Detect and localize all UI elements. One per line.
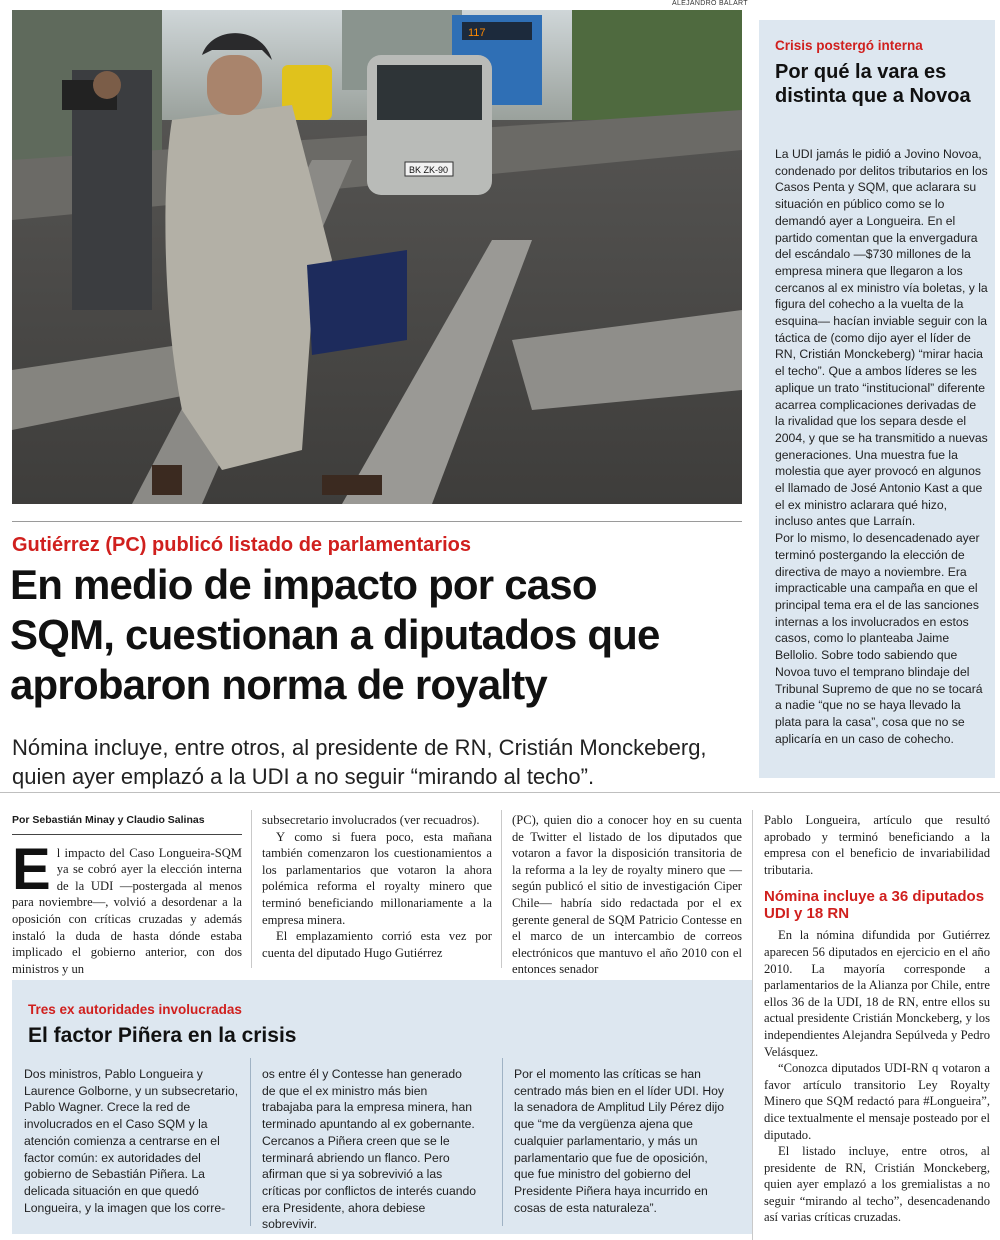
headline-line: aprobaron norma de royalty (10, 661, 547, 708)
box-title: El factor Piñera en la crisis (28, 1024, 297, 1047)
box-column-divider (502, 1058, 503, 1226)
article-paragraph: “Conozca diputados UDI-RN q votaron a favor artículo transitorio Ley Royalty Minero que SQM redactó para #Longueira”, dice textualmente el mensaje posteado por el diputado. (764, 1061, 990, 1142)
box-paragraph: Por el momento las críticas se han centrado más bien en el líder UDI. Hoy la senadora de Amplitud Lily Pérez dijo que “me da vergüenza ajena que cualquier parlamentario, y más un parlamentario que fue de oposición, que fue ministro del gobierno del Presidente Piñera haya incurrido en cosas de esta naturaleza”. (514, 1067, 725, 1215)
section-subhead: Nómina incluye a 36 diputados UDI y 18 RN (764, 888, 985, 923)
article-paragraph: El listado incluye, entre otros, al presidente de RN, Cristián Monckeberg, quien ayer emplazó a los gremialistas a no seguir “mirando al techo”, desencadenando así varias críticas cruzadas. (764, 1144, 990, 1225)
article-paragraph: (PC), quien dio a conocer hoy en su cuenta de Twitter el listado de los diputados que votaron a favor la disposición transitoria de la reforma a la ley de royalty minero que —según publicó el sitio de investigación Ciper Chile— habría sido redactada por el ex gerente general de SQM Patricio Contesse en el marco de un intercambio de correos electrónicos que mantuvo el año 2010 con el entonces senador (512, 813, 742, 977)
bus-number: 117 (468, 27, 486, 39)
info-box (12, 980, 752, 1234)
article-paragraph: subsecretario involucrados (ver recuadros). (262, 813, 480, 827)
box-paragraph: Dos ministros, Pablo Longueira y Laurence Golborne, y un subsecretario, Pablo Wagner. Crece la red de involucrados en el Caso SQM y la atención comienza a centrarse en el factor común: ex autoridades del gobierno de Sebastián Piñera. La delicada situación en que quedó Longueira, y la imagen que los corre- (24, 1067, 239, 1215)
sidebar-paragraph: La UDI jamás le pidió a Jovino Novoa, condenado por delitos tributarios en los Casos Penta y SQM, que aclarara su situación en público como se lo demandó ayer a Longueira. En el partido comentan que la envergadura del escándalo —$730 millones de la empresa minera que llegaron a los cercanos al ex ministro vía boletas, y la figura del cohecho a la vuelta de la esquina— hacían inviable seguir con la táctica de (como dijo ayer el líder de RN, Cristián Monckeberg) “mirar hacia el techo”. Que a ambos líderes se les aplique un trato “institucional” diferente acarrea complicaciones derivadas de la rivalidad que los separa desde el 2004, y que se ha transmitido a nuevas generaciones. Una muestra fue la molestia que ayer provocó en algunos el llamado de José Antonio Kast a que el ex ministro aclarara qué hizo, incluso antes que Larraín. (775, 147, 988, 529)
article-kicker: Gutiérrez (PC) publicó listado de parlamentarios (12, 534, 471, 556)
article-column-3 (512, 812, 742, 978)
section-divider (0, 792, 1000, 793)
box-kicker: Tres ex autoridades involucradas (28, 1002, 242, 1017)
sidebar-title: Por qué la vara es distinta que a Novoa (775, 61, 971, 107)
article-paragraph: En la nómina difundida por Gutiérrez aparecen 56 diputados en ejercicio en el año 2010. La mayoría corresponde a parlamentarios de la Alianza por Chile, entre ellos 36 de la UDI, 18 de RN, entre ellos su actual presidente Cristián Monckeberg, y los independientes Alejandra Sepúlveda y Pedro Velásquez. (764, 928, 990, 1059)
article-column-1 (12, 812, 242, 977)
sidebar-paragraph: Por lo mismo, lo desencadenado ayer terminó postergando la elección de directiva de mayo a noviembre. Era impracticable una campaña en que el principal tema era el de las sanciones internas a los involucrados en estos casos, como lo planteaba Jaime Bellolio. Sobre todo sabiendo que Novoa tuvo el temprano blindaje del Tribunal Supremo de que no se tocará a nadie “que no se haya llevado la plata para la casa”, cosa que no se aplicaría en un caso de cohecho. (775, 531, 983, 746)
article-column-4 (764, 812, 990, 1226)
article-column-2 (262, 812, 492, 961)
drop-cap: E (12, 836, 51, 902)
deck-line: Nómina incluye, entre otros, al presidente de RN, Cristián Monckeberg, (12, 735, 707, 760)
box-paragraph: Cercanos a Piñera creen que se le terminará abriendo un flanco. Pero afirman que si ya sobrevivió a las críticas por conflictos de interés cuando era Presidente, ahora debiese sobrevivir. (262, 1133, 477, 1232)
license-plate: BK ZK-90 (409, 165, 449, 175)
headline-line: SQM, cuestionan a diputados que (10, 611, 660, 658)
box-column-2 (262, 1066, 477, 1233)
article-paragraph: Pablo Longueira, artículo que resultó aprobado y terminó beneficiando a la empresa con el beneficio de invariabilidad tributaria. (764, 813, 990, 877)
box-column-1 (24, 1066, 239, 1216)
article-paragraph: l impacto del Caso Longueira-SQM ya se cobró ayer la elección interna de la UDI —postergada al menos para noviembre—, volvió a desordenar a la oposición con críticas cruzadas y además instaló la duda de hasta dónde estaba implicado el gobierno anterior, con dos ministros y un (12, 845, 242, 976)
column-divider (251, 810, 252, 968)
sidebar-box (759, 20, 995, 778)
column-divider (752, 810, 753, 1240)
box-paragraph: os entre él y Contesse han generado de que el ex ministro más bien trabajaba para la empresa minera, han terminado apuntando al ex gobernante. (262, 1067, 475, 1132)
article-paragraph: El emplazamiento corrió esta vez por cuenta del diputado Hugo Gutiérrez (262, 929, 492, 960)
deck-line: quien ayer emplazó a la UDI a no seguir “mirando al techo”. (12, 764, 595, 789)
column-divider (501, 810, 502, 968)
article-deck (12, 733, 747, 791)
sidebar-kicker: Crisis postergó interna (775, 38, 923, 53)
box-column-divider (250, 1058, 251, 1226)
article-headline (10, 560, 745, 710)
box-column-3 (514, 1066, 729, 1216)
headline-line: En medio de impacto por caso (10, 561, 597, 608)
sidebar-body (775, 146, 988, 747)
divider (12, 521, 742, 522)
news-photo (12, 10, 742, 504)
byline: Por Sebastián Minay y Claudio Salinas (12, 812, 242, 835)
article-paragraph: Y como si fuera poco, esta mañana también comenzaron los cuestionamientos a los parlamentarios que votaron la ahora polémica reforma el royalty minero que terminó beneficiando millonariamente a la empresa minera. (262, 829, 492, 927)
photo-credit: ALEJANDRO BALART (672, 0, 748, 7)
